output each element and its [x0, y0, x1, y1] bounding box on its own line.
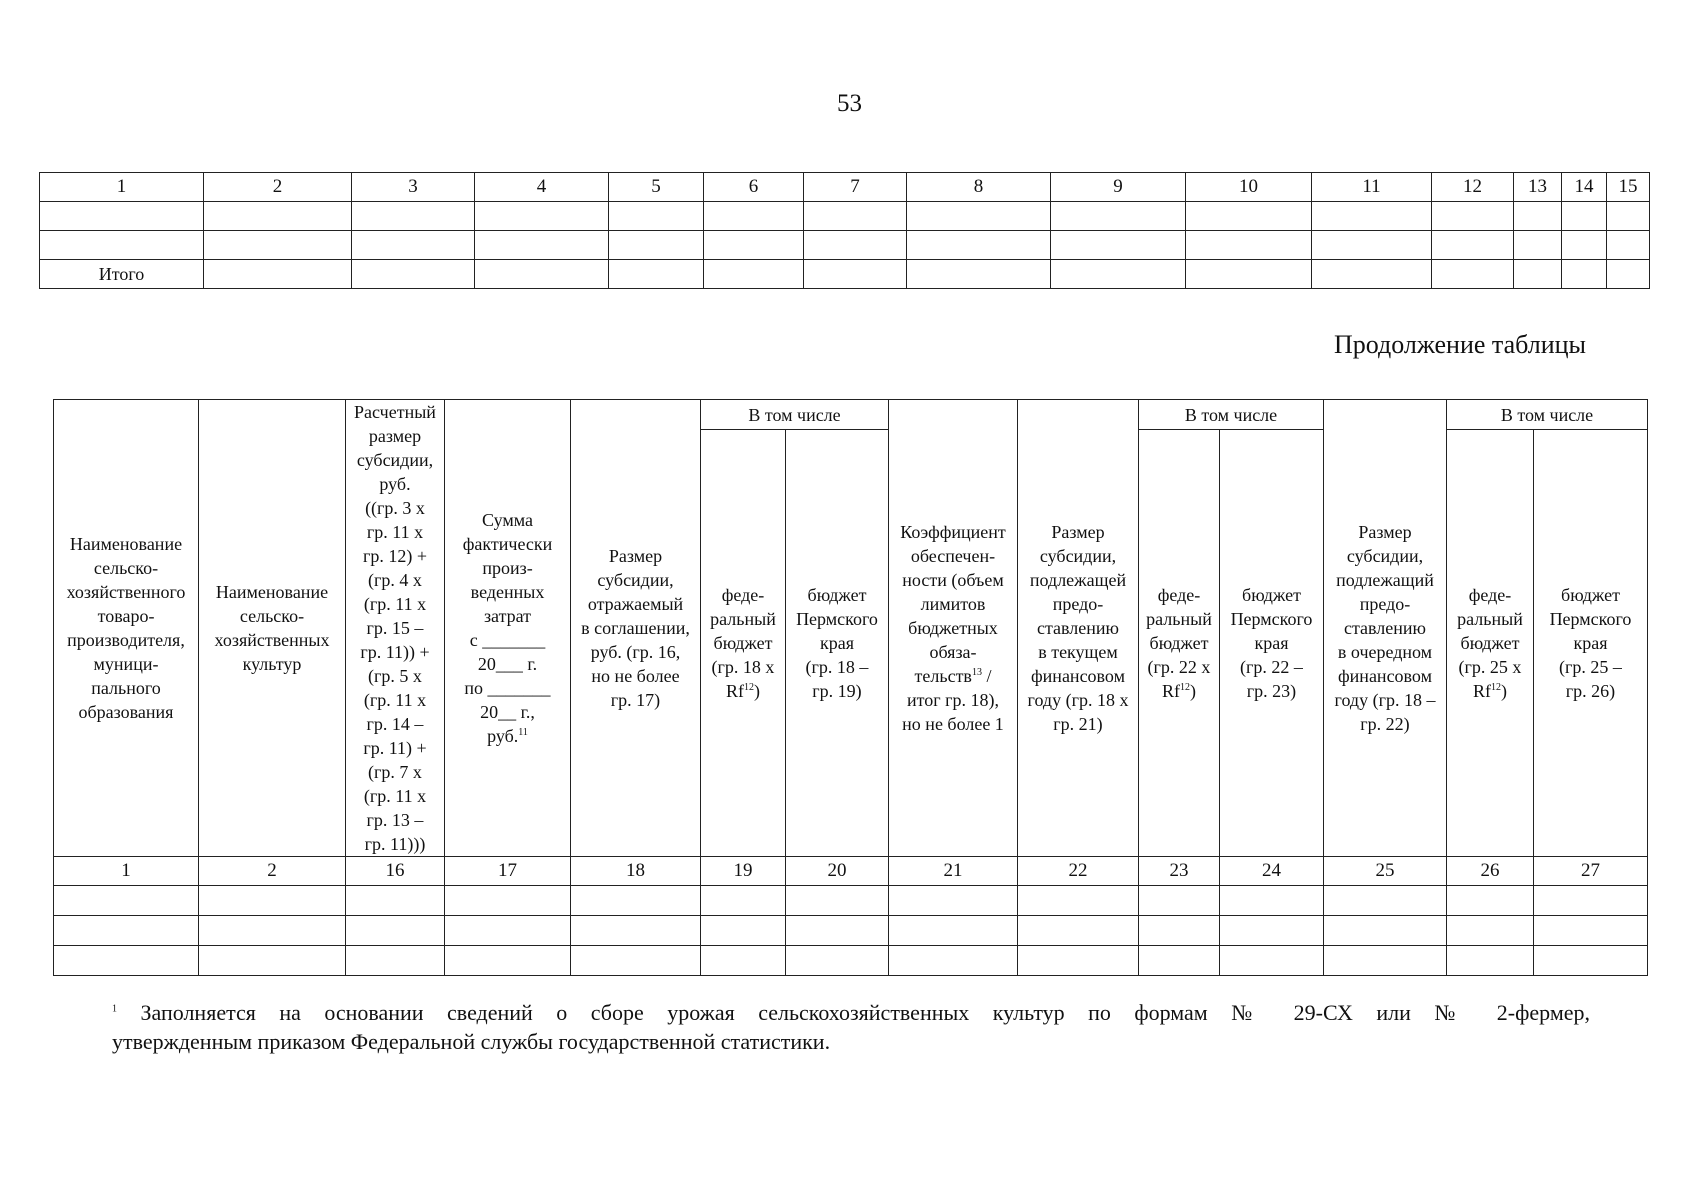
main-table [53, 399, 1648, 976]
column-number: 17 [445, 857, 571, 886]
header-perm-budget: бюджет Пермского края (гр. 18 – гр. 19) [786, 430, 889, 857]
continuation-title: Продолжение таблицы [1334, 330, 1586, 359]
column-number: 1 [54, 857, 199, 886]
column-number: 13 [1514, 173, 1562, 202]
header-producer-name: Наименование сельско- хозяйственного товаро- производителя, муници- пального образования [54, 400, 199, 857]
table-row [40, 231, 1650, 260]
table-row [54, 916, 1648, 946]
column-number: 21 [889, 857, 1018, 886]
column-number: 19 [701, 857, 786, 886]
column-number: 12 [1432, 173, 1514, 202]
header-next-year-subsidy: Размер субсидии, подлежащий предо- ставлению в очередном финансовом году (гр. 18 – гр. 22) [1324, 400, 1447, 857]
column-number: 27 [1534, 857, 1648, 886]
footnote-line-1: $^1$ Заполняется на основании сведений о сборе урожая сельскохозяйственных культур по формам № 29-СХ или № 2-фермер, [112, 1000, 1590, 1025]
column-number: 6 [704, 173, 804, 202]
column-number: 14 [1562, 173, 1607, 202]
header-row [54, 400, 1648, 430]
column-number: 2 [204, 173, 352, 202]
header-actual-costs: Сумма фактически произ- веденных затрат с _______ 20___ г. по _______ 20__ г., руб.$^{11}$ [445, 400, 571, 857]
header-group-including: В том числе [1447, 400, 1648, 430]
column-number: 16 [346, 857, 445, 886]
column-number: 7 [804, 173, 907, 202]
column-numbers-row [54, 857, 1648, 886]
header-calculated-subsidy: Расчетный размер субсидии, руб. ((гр. 3 х гр. 11 х гр. 12) + (гр. 4 х (гр. 11 х гр. 15 – гр. 11)) + (гр. 5 х (гр. 11 х гр. 14 – гр. 11) + (гр. 7 х (гр. 11 х гр. 13 – гр. 11))) [346, 400, 445, 857]
header-group-including: В том числе [1139, 400, 1324, 430]
total-row [40, 260, 1650, 289]
column-number: 4 [475, 173, 609, 202]
header-federal-budget: феде- ральный бюджет (гр. 25 х Rf$^{12}$) [1447, 430, 1534, 857]
table-row [54, 886, 1648, 916]
total-label: Итого [40, 260, 204, 289]
column-number: 8 [907, 173, 1051, 202]
column-number: 18 [571, 857, 701, 886]
column-number: 3 [352, 173, 475, 202]
header-current-year-subsidy: Размер субсидии, подлежащей предо- ставлению в текущем финансовом году (гр. 18 х гр. 21) [1018, 400, 1139, 857]
column-number: 25 [1324, 857, 1447, 886]
column-number: 26 [1447, 857, 1534, 886]
header-group-including: В том числе [701, 400, 889, 430]
table-row [54, 946, 1648, 976]
header-federal-budget: феде- ральный бюджет (гр. 22 х Rf$^{12}$) [1139, 430, 1220, 857]
column-number: 1 [40, 173, 204, 202]
column-number: 2 [199, 857, 346, 886]
header-perm-budget: бюджет Пермского края (гр. 25 – гр. 26) [1534, 430, 1648, 857]
footnote-line-2: утвержденным приказом Федеральной службы государственной статистики. [112, 1029, 831, 1054]
column-number: 20 [786, 857, 889, 886]
column-number: 9 [1051, 173, 1186, 202]
column-number: 15 [1607, 173, 1650, 202]
column-number: 5 [609, 173, 704, 202]
header-crop-name: Наименование сельско- хозяйственных культур [199, 400, 346, 857]
column-number: 11 [1312, 173, 1432, 202]
header-coefficient: Коэффициент обеспечен- ности (объем лимитов бюджетных обяза- тельств$^{13}$ / итог гр. 18), но не более 1 [889, 400, 1018, 857]
header-perm-budget: бюджет Пермского края (гр. 22 – гр. 23) [1220, 430, 1324, 857]
header-federal-budget: феде- ральный бюджет (гр. 18 х Rf$^{12}$) [701, 430, 786, 857]
footnote-marker: 1 [112, 1003, 117, 1015]
column-number: 22 [1018, 857, 1139, 886]
column-number: 23 [1139, 857, 1220, 886]
top-table-header-row [40, 173, 1650, 202]
top-table [39, 172, 1650, 289]
column-number: 24 [1220, 857, 1324, 886]
column-number: 10 [1186, 173, 1312, 202]
table-row [40, 202, 1650, 231]
header-agreement-subsidy: Размер субсидии, отражаемый в соглашении, руб. (гр. 16, но не более гр. 17) [571, 400, 701, 857]
page-number: 53 [837, 90, 862, 117]
